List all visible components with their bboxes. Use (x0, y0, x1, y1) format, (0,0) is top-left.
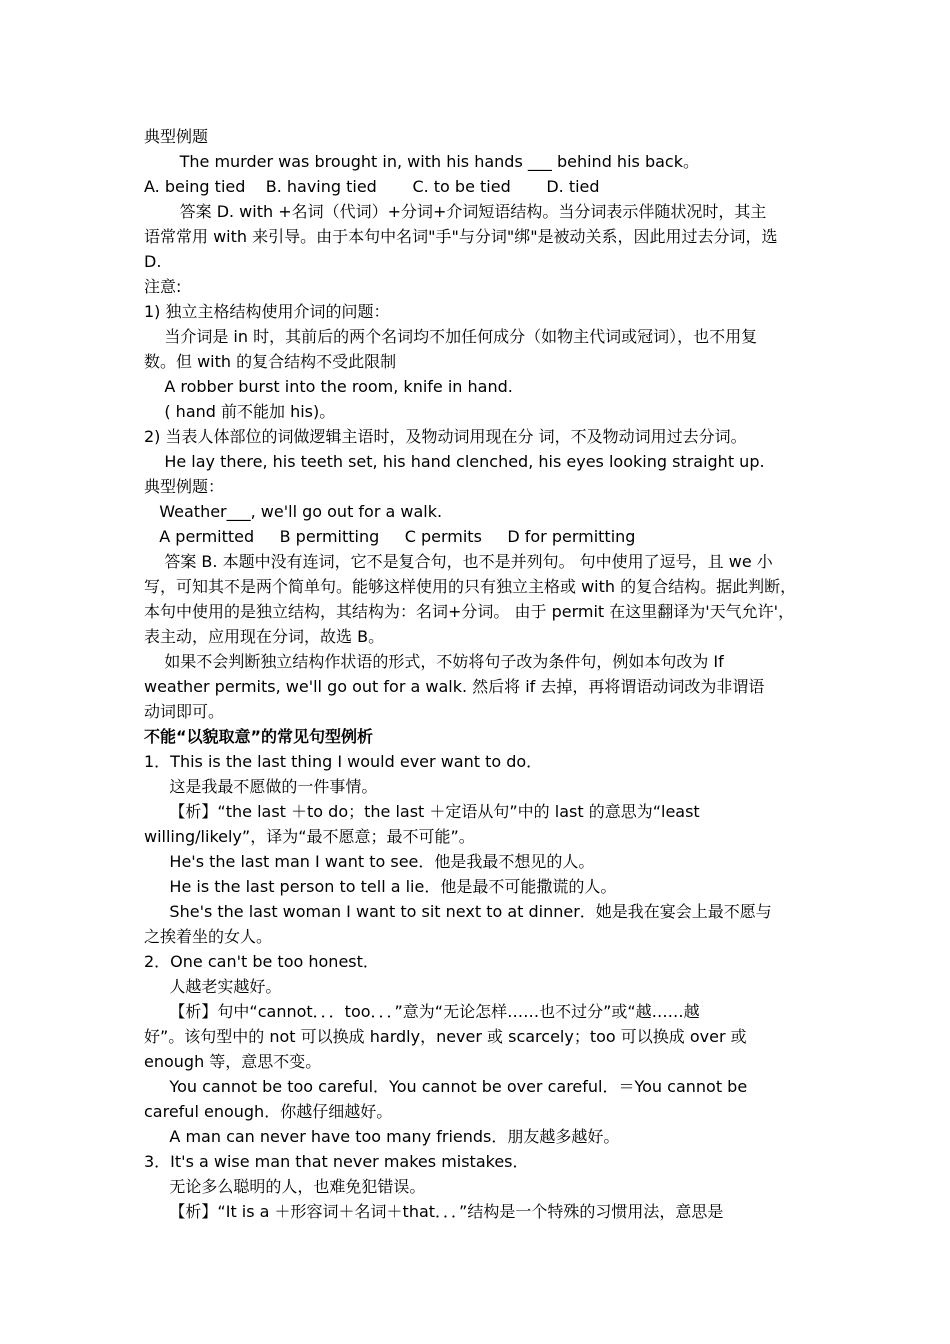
text-line: 写，可知其不是两个简单句。能够这样使用的只有独立主格或 with 的复合结构。据此判断， (144, 577, 797, 596)
text-line: 典型例题 (144, 127, 209, 146)
text-line: 无论多么聪明的人，也难免犯错误。 (144, 1177, 426, 1196)
text-line: 2) 当表人体部位的词做逻辑主语时，及物动词用现在分 词，不及物动词用过去分词。 (144, 427, 747, 446)
text-line: 典型例题： (144, 477, 225, 496)
section-heading: 不能“以貌取意”的常见句型例析 (144, 727, 374, 746)
text-line: ( hand 前不能加 his)。 (144, 402, 336, 421)
text-line: D. (144, 252, 162, 271)
text-line: A man can never have too many friends．朋友越多越好。 (144, 1127, 620, 1146)
text-line: weather permits, we'll go out for a walk. 然后将 if 去掉，再将谓语动词改为非谓语 (144, 677, 765, 696)
text-line: careful enough．你越仔细越好。 (144, 1102, 393, 1121)
text-line: 注意: (144, 277, 182, 296)
text-line: willing/likely”，译为“最不愿意；最不可能”。 (144, 827, 475, 846)
text-line: 3．It's a wise man that never makes mistakes． (144, 1152, 529, 1171)
text-line: She's the last woman I want to sit next to at dinner．她是我在宴会上最不愿与 (144, 902, 772, 921)
text-line: A permitted B permitting C permits D for permitting (144, 527, 636, 546)
text-line: 当介词是 in 时，其前后的两个名词均不加任何成分（如物主代词或冠词），也不用复 (144, 327, 758, 346)
text-line: He's the last man I want to see．他是我最不想见的人。 (144, 852, 595, 871)
text-line: 好”。该句型中的 not 可以换成 hardly，never 或 scarcely；too 可以换成 over 或 (144, 1027, 747, 1046)
text-line: 如果不会判断独立结构作状语的形式，不妨将句子改为条件句，例如本句改为 If (144, 652, 724, 671)
text-line: Weather___, we'll go out for a walk. (144, 502, 443, 521)
text-line: 语常常用 with 来引导。由于本句中名词"手"与分词"绑"是被动关系，因此用过去分词，选 (144, 227, 778, 246)
text-line: 数。但 with 的复合结构不受此限制 (144, 352, 397, 371)
text-line: You cannot be too careful．You cannot be over careful．＝You cannot be (144, 1077, 748, 1096)
text-line: He is the last person to tell a lie．他是最不可能撒谎的人。 (144, 877, 617, 896)
text-line: 【析】“the last ＋to do；the last ＋定语从句”中的 last 的意思为“least (144, 802, 700, 821)
text-line: 动词即可。 (144, 702, 225, 721)
text-line: 答案 B. 本题中没有连词，它不是复合句，也不是并列句。 句中使用了逗号，且 we 小 (144, 552, 773, 571)
text-line: 1) 独立主格结构使用介词的问题： (144, 302, 390, 321)
text-line: 【析】句中“cannot．．．too．．．”意为“无论怎样……也不过分”或“越……越 (144, 1002, 700, 1021)
text-line: 2．One can't be too honest． (144, 952, 379, 971)
text-line: A. being tied B. having tied C. to be tied D. tied (144, 177, 600, 196)
text-line: 【析】“It is a ＋形容词＋名词＋that．．．”结构是一个特殊的习惯用法，意思是 (144, 1202, 724, 1221)
text-line: 人越老实越好。 (144, 977, 282, 996)
text-line: The murder was brought in, with his hands ___ behind his back。 (144, 152, 699, 171)
text-line: enough 等，意思不变。 (144, 1052, 322, 1071)
text-line: 本句中使用的是独立结构，其结构为：名词+分词。 由于 permit 在这里翻译为'天气允许'， (144, 602, 795, 621)
text-line: He lay there, his teeth set, his hand clenched, his eyes looking straight up. (144, 452, 765, 471)
text-line: 答案 D. with +名词（代词）+分词+介词短语结构。当分词表示伴随状况时，其主 (144, 202, 767, 221)
text-line: A robber burst into the room, knife in hand. (144, 377, 513, 396)
text-line: 1．This is the last thing I would ever want to do． (144, 752, 543, 771)
text-line: 表主动，应用现在分词，故选 B。 (144, 627, 385, 646)
text-line: 之挨着坐的女人。 (144, 927, 273, 946)
text-line: 这是我最不愿做的一件事情。 (144, 777, 378, 796)
